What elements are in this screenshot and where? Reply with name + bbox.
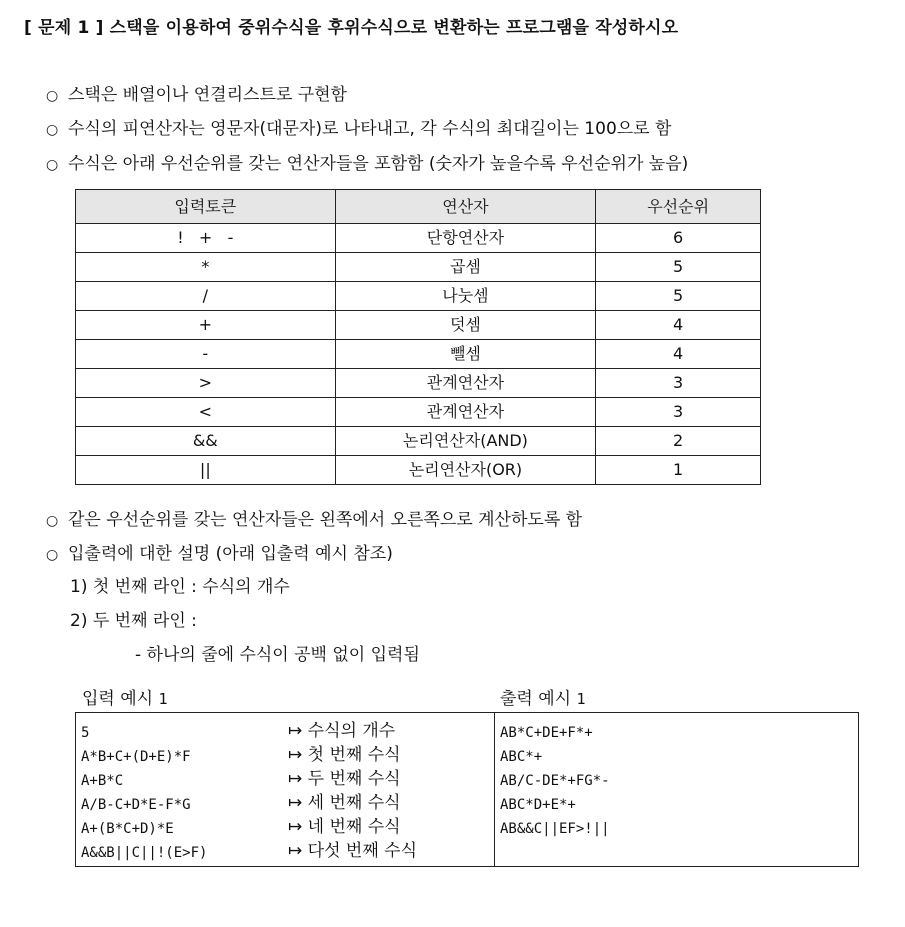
table-row [76, 369, 761, 398]
example-box [75, 712, 859, 867]
input-line: A*B+C+(D+E)*F [81, 749, 191, 765]
bullet-precedence-intro [46, 149, 688, 174]
bullet-text: 같은 우선순위를 갖는 연산자들은 왼쪽에서 오른쪽으로 계산하도록 함 [68, 510, 583, 530]
cell-token: ! + - [76, 224, 336, 253]
cell-precedence: 3 [596, 369, 761, 398]
cell-token: + [76, 311, 336, 340]
cell-precedence: 5 [596, 282, 761, 311]
cell-precedence: 6 [596, 224, 761, 253]
precedence-table [75, 189, 761, 485]
cell-operator: 뺄셈 [335, 340, 596, 369]
bullet-stack-impl [46, 80, 347, 105]
cell-token: / [76, 282, 336, 311]
bullet-text: 입출력에 대한 설명 (아래 입출력 예시 참조) [68, 544, 393, 564]
cell-token: < [76, 398, 336, 427]
table-row [76, 224, 761, 253]
output-lines [500, 721, 610, 841]
problem-title: [ 문제 1 ] 스택을 이용하여 중위수식을 후위수식으로 변환하는 프로그램을 작성하시오 [24, 18, 679, 38]
cell-operator: 관계연산자 [335, 369, 596, 398]
cell-precedence: 1 [596, 456, 761, 485]
bullet-text: 수식의 피연산자는 영문자(대문자)로 나타내고, 각 수식의 최대길이는 100으로 함 [68, 119, 672, 139]
cell-operator: 나눗셈 [335, 282, 596, 311]
cell-precedence: 2 [596, 427, 761, 456]
bullet-marker: ○ [46, 157, 59, 173]
bullet-marker: ○ [46, 547, 59, 563]
cell-operator: 논리연산자(AND) [335, 427, 596, 456]
bullet-io-description [46, 539, 393, 564]
cell-precedence: 4 [596, 311, 761, 340]
input-note: ↦ 수식의 개수 [288, 721, 396, 741]
cell-token: && [76, 427, 336, 456]
input-line: A+(B*C+D)*E [81, 821, 174, 837]
table-row [76, 340, 761, 369]
cell-token: > [76, 369, 336, 398]
output-example-number: 1 [576, 690, 586, 708]
io-line-1: 1) 첫 번째 라인 : 수식의 개수 [70, 577, 290, 597]
input-notes [288, 719, 417, 863]
bullet-left-to-right [46, 505, 582, 530]
input-line: A&&B||C||!(E>F) [81, 845, 208, 861]
header-input-token: 입력토큰 [76, 190, 336, 224]
cell-operator: 단항연산자 [335, 224, 596, 253]
cell-token: || [76, 456, 336, 485]
input-note: ↦ 네 번째 수식 [288, 817, 401, 837]
table-row [76, 456, 761, 485]
input-lines [81, 721, 207, 865]
header-operator: 연산자 [335, 190, 596, 224]
output-line: AB*C+DE+F*+ [500, 725, 593, 741]
cell-precedence: 4 [596, 340, 761, 369]
input-example-label [82, 684, 168, 709]
input-note: ↦ 첫 번째 수식 [288, 745, 401, 765]
input-example-number: 1 [158, 690, 168, 708]
output-example-text: 출력 예시 [500, 689, 572, 709]
input-note: ↦ 다섯 번째 수식 [288, 841, 417, 861]
cell-precedence: 3 [596, 398, 761, 427]
input-line: A+B*C [81, 773, 124, 789]
table-header-row [76, 190, 761, 224]
cell-operator: 곱셈 [335, 253, 596, 282]
cell-token: * [76, 253, 336, 282]
table-row [76, 427, 761, 456]
bullet-text: 스택은 배열이나 연결리스트로 구현함 [68, 85, 347, 105]
bullet-marker: ○ [46, 513, 59, 529]
output-example-label [500, 684, 586, 709]
table-row [76, 398, 761, 427]
table-row [76, 253, 761, 282]
cell-operator: 덧셈 [335, 311, 596, 340]
input-note: ↦ 두 번째 수식 [288, 769, 401, 789]
cell-operator: 논리연산자(OR) [335, 456, 596, 485]
io-line-2: 2) 두 번째 라인 : [70, 611, 197, 631]
input-line: 5 [81, 725, 90, 741]
output-line: ABC*+ [500, 749, 543, 765]
cell-token: - [76, 340, 336, 369]
io-line-3: - 하나의 줄에 수식이 공백 없이 입력됨 [135, 645, 420, 665]
bullet-marker: ○ [46, 122, 59, 138]
bullet-text: 수식은 아래 우선순위를 갖는 연산자들을 포함함 (숫자가 높을수록 우선순위가 높음) [68, 154, 689, 174]
cell-operator: 관계연산자 [335, 398, 596, 427]
header-precedence: 우선순위 [596, 190, 761, 224]
input-example-text: 입력 예시 [82, 689, 154, 709]
input-note: ↦ 세 번째 수식 [288, 793, 401, 813]
bullet-operand-rule [46, 114, 671, 139]
example-divider [494, 713, 495, 866]
bullet-marker: ○ [46, 88, 59, 104]
output-line: ABC*D+E*+ [500, 797, 576, 813]
table-row [76, 282, 761, 311]
output-line: AB/C-DE*+FG*- [500, 773, 610, 789]
table-row [76, 311, 761, 340]
input-line: A/B-C+D*E-F*G [81, 797, 191, 813]
cell-precedence: 5 [596, 253, 761, 282]
output-line: AB&&C||EF>!|| [500, 821, 610, 837]
